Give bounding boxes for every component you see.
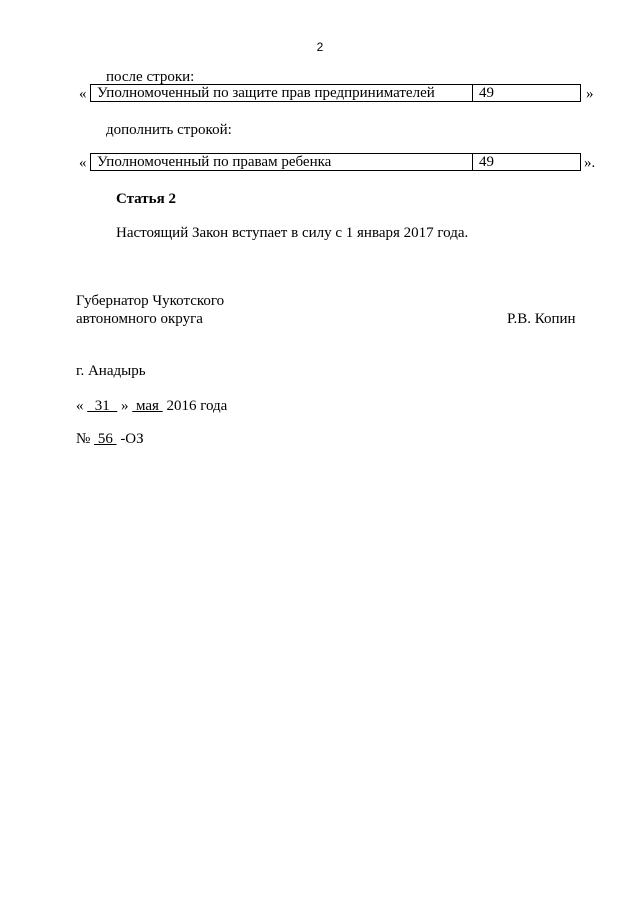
number-value: 56 <box>94 431 117 447</box>
table-row-1 <box>90 84 581 102</box>
place-of-signing: г. Анадырь <box>76 363 146 379</box>
page-number: 2 <box>316 40 324 54</box>
date-year: 2016 года <box>166 398 228 414</box>
row-2-name: Уполномоченный по правам ребенка <box>91 154 473 171</box>
row-1-value: 49 <box>473 85 581 102</box>
signature-title-line-1: Губернатор Чукотского <box>76 293 225 309</box>
law-number <box>76 432 144 447</box>
signature-title-line-2: автономного округа <box>76 311 203 327</box>
article-text: Настоящий Закон вступает в силу с 1 января 2017 года. <box>116 225 469 241</box>
date-open-quote: « <box>76 398 84 414</box>
date-close-quote: » <box>121 398 129 414</box>
intro-after-text: после строки: <box>106 69 195 85</box>
intro-add-text: дополнить строкой: <box>106 122 232 138</box>
article-heading: Статья 2 <box>116 191 176 207</box>
open-quote-2: « <box>79 155 87 171</box>
signing-date <box>76 399 227 414</box>
table-row-2 <box>90 153 581 171</box>
open-quote: « <box>79 86 87 102</box>
row-1-name: Уполномоченный по защите прав предпринимателей <box>91 85 473 102</box>
close-quote-2: ». <box>584 155 596 171</box>
date-day: 31 <box>87 398 118 414</box>
close-quote-1: » <box>586 86 594 102</box>
signatory-name: Р.В. Копин <box>507 311 576 327</box>
row-2-value: 49 <box>473 154 581 171</box>
number-sign: № <box>76 431 91 447</box>
date-month: мая <box>132 398 163 414</box>
number-suffix: -ОЗ <box>120 431 144 447</box>
